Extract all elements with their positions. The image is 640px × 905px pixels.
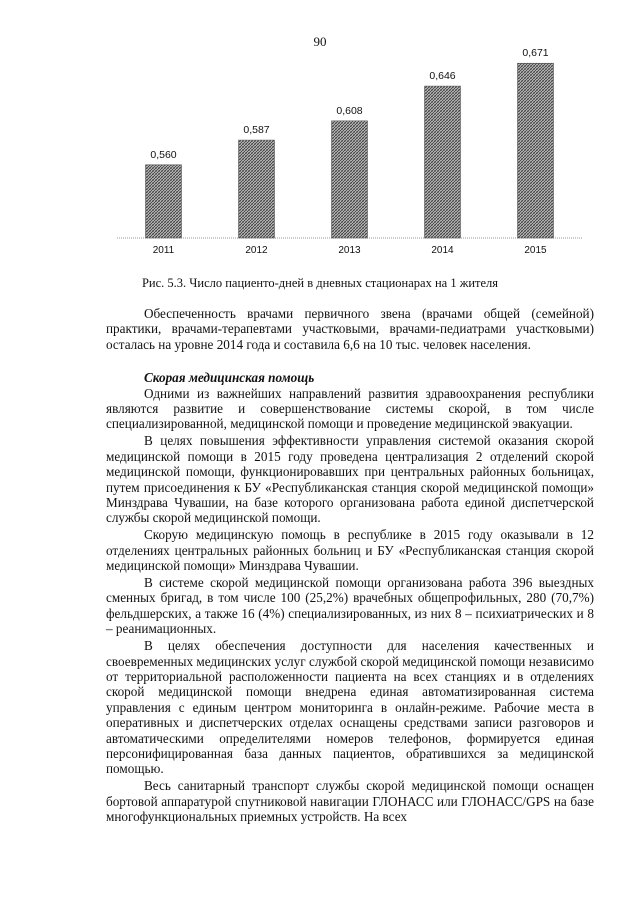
bar-2012 <box>239 140 275 238</box>
paragraph: В целях обеспечения доступности для населения качественных и своевременных медицинских услуг службой скорой медицинской помощи независимо от территориальной расположенности пациента на всех станциях и в отделениях скорой медицинской помощи внедрена единая автоматизированная система управления с единым центром мониторинга в онлайн-режиме. Рабочие места в оперативных и диспетчерских отделах оснащены средствами записи разговоров и автоматическими определителями номеров телефонов, формируется единая персонифицированная база данных пациентов, обратившихся за медицинской помощью. <box>106 638 594 777</box>
paragraph-intro: Обеспеченность врачами первичного звена (врачами общей (семейной) практики, врачами-терапевтами участковыми, врачами-педиатрами участковыми) осталась на уровне 2014 года и составила 6,6 на 10 тыс. человек населения. <box>106 306 594 352</box>
data-label: 0,646 <box>429 70 456 83</box>
paragraph: Одними из важнейших направлений развития здравоохранения республики являются развитие и совершенствование системы скорой, в том числе специализированной, медицинской помощи и проведение медицинской эвакуации. <box>106 385 594 432</box>
bar-2014 <box>425 86 461 238</box>
x-tick-label: 2011 <box>152 245 175 256</box>
data-label: 0,587 <box>243 124 270 137</box>
body-text <box>106 306 594 826</box>
paragraph: В системе скорой медицинской помощи организована работа 396 выездных сменных бригад, в том числе 100 (25,2%) врачебных общепрофильных, 280 (70,7%) фельдшерских, а также 16 (4%) специализированных, из них 8 – психиатрических и 8 – реанимационных. <box>106 575 594 637</box>
data-label: 0,671 <box>522 47 549 60</box>
bar-chart <box>0 0 640 270</box>
section-title: Скорая медицинская помощь <box>144 370 315 386</box>
bar-2015 <box>518 63 554 238</box>
data-label: 0,560 <box>150 148 177 161</box>
page-number: 90 <box>313 34 327 49</box>
paragraph: Весь санитарный транспорт службы скорой медицинской помощи оснащен бортовой аппаратурой спутниковой навигации ГЛОНАСС или ГЛОНАСС/GPS на базе многофункциональных приемных устройств. На всех <box>106 778 594 825</box>
x-tick-label: 2013 <box>338 245 361 256</box>
x-tick-label: 2012 <box>245 245 268 256</box>
paragraph: В целях повышения эффективности управления системой оказания скорой медицинской помощи в 2015 году проведена централизация 2 отделений скорой медицинской помощи, функционировавших при центральных районных больницах, путем присоединения к БУ «Республиканская станция скорой медицинской помощи» Минздрава Чувашии, на базе которого организована работа единой диспетчерской службы скорой медицинской помощи. <box>106 433 594 526</box>
bar-2011 <box>146 165 182 238</box>
bar-2013 <box>332 121 368 238</box>
data-label: 0,608 <box>336 104 363 117</box>
figure-caption: Рис. 5.3. Число пациенто-дней в дневных стационарах на 1 жителя <box>141 276 499 290</box>
x-tick-label: 2014 <box>431 245 454 256</box>
x-tick-label: 2015 <box>524 245 547 256</box>
paragraph: Скорую медицинскую помощь в республике в 2015 году оказывали в 12 отделениях центральных районных больниц и БУ «Республиканская станция скорой медицинской помощи» Минздрава Чувашии. <box>106 527 594 574</box>
